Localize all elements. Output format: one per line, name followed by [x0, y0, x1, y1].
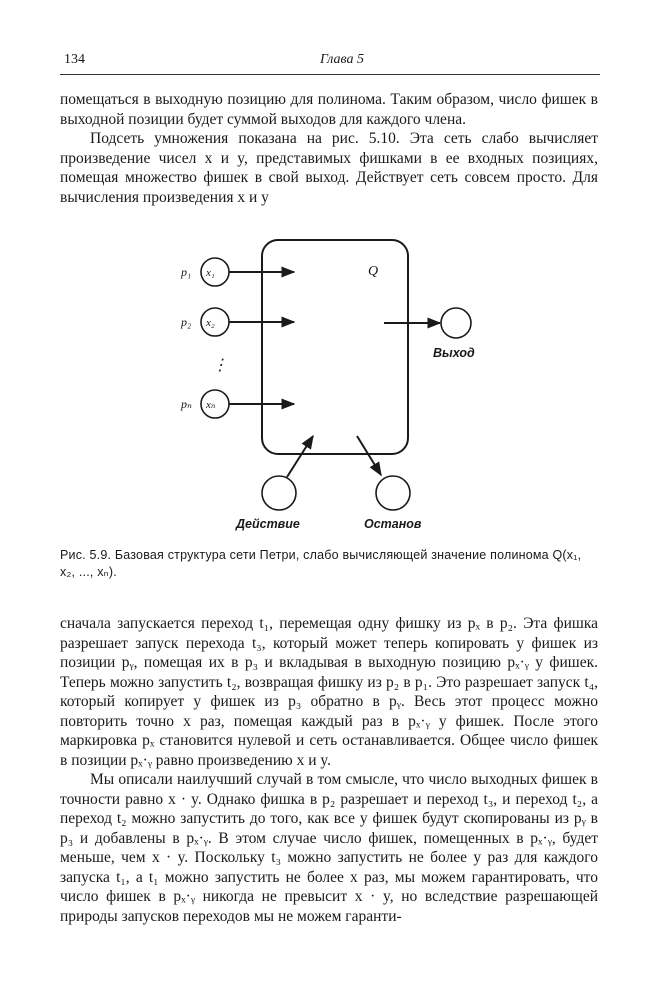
place-label-p1: p₁ [181, 265, 192, 279]
place-label-pn: pₙ [181, 397, 192, 411]
paragraph: помещаться в выходную позицию для полинома. Таким образом, число фишек в выходной позиции будет суммой выходов для каждого члена. [60, 91, 598, 128]
token-label-xn: xₙ [206, 399, 216, 411]
token-label-x1: x₁ [206, 267, 215, 279]
page-number: 134 [64, 52, 85, 67]
box-label: Q [368, 264, 379, 279]
paragraph: Подсеть умножения показана на рис. 5.10. Эта сеть слабо вычисляет произведение чисел x и y, представимых фишками в ее входных позициях, помещая множество фишек в свой выход. Действует сеть совсем просто. Для вычисления произведения x и y [60, 130, 598, 206]
place-label-p2: p₂ [181, 315, 192, 329]
paragraph: Мы описали наилучший случай в том смысле, что число выходных фишек в точности равно x · y. Однако фишка в p₂ разрешает и переход t₃, и переход t₂, а переход t₂ можно запустить до того, как все y фишек будут скопированы из pᵧ в p₃ и добавлены в pₓ·ᵧ. В этом случае число фишек, помещенных в pₓ·ᵧ, будет меньше, чем x · y. Поскольку t₃ можно запустить не более y раз для каждого запуска t₁, а t₁ можно запустить не более x раз, мы можем гарантировать, что число фишек в pₓ·ᵧ никогда не превысит x · y, но вследствие разрешающей природы запусков переходов мы не можем гаранти- [60, 771, 598, 925]
paragraph: сначала запускается переход t₁, перемещая одну фишку из pₓ в p₂. Эта фишка разрешает запуск перехода t₃, который может теперь копировать y фишек из позиции pᵧ, помещая их в p₃ и вкладывая в выходную позицию pₓ·ᵧ y фишек. Теперь можно запустить t₂, возвращая фишку из p₂ в p₁. Это разрешает запуск t₄, который копирует y фишек из p₃ обратно в pᵧ. Весь этот процесс можно повторить точно x раз, помещая каждый раз в pₓ·ᵧ y фишек. После этого маркировка pₓ становится нулевой и сеть останавливается. Общее число фишек в позиции pₓ·ᵧ равно произведению x и y. [60, 615, 598, 769]
place-stop [376, 476, 410, 510]
start-arc [287, 436, 313, 477]
place-start [262, 476, 296, 510]
start-label: Действие [236, 517, 300, 531]
token-label-x2: x₂ [206, 317, 215, 329]
output-label: Выход [433, 346, 475, 360]
ellipsis-vertical: ⋮ [212, 357, 228, 374]
stop-label: Останов [364, 517, 422, 531]
figure-caption: Рис. 5.9. Базовая структура сети Петри, слабо вычисляющей значение полинома Q(x₁, x₂, ..., xₙ). [60, 548, 582, 579]
bottom-text-block [60, 614, 598, 926]
place-output [441, 308, 471, 338]
chapter-title: Глава 5 [320, 52, 364, 67]
stop-arc [357, 436, 381, 475]
